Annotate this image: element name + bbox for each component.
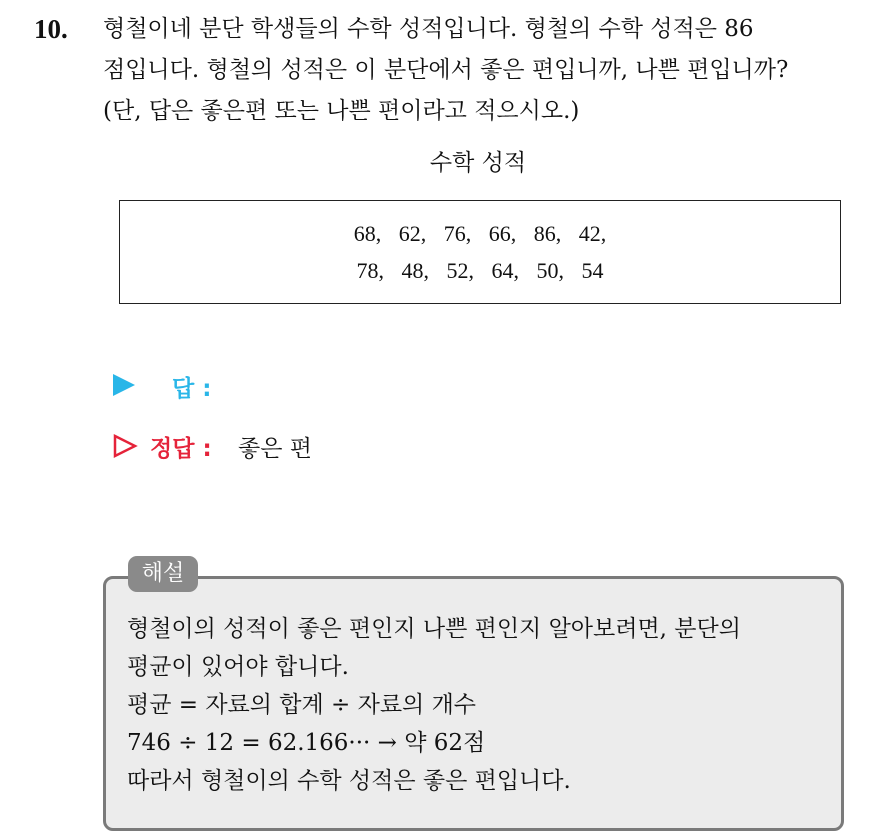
score-row-1: 68, 62, 76, 66, 86, 42,: [353, 221, 607, 246]
question-text-line-3: (단, 답은 좋은편 또는 나쁜 편이라고 적으시오.): [103, 98, 580, 124]
question-text-line-1: 형철이네 분단 학생들의 수학 성적입니다. 형철의 수학 성적은 86: [103, 16, 754, 42]
explanation-line-4: 746 ÷ 12 = 62.166··· → 약 62점: [127, 730, 486, 756]
answer-marker-icon: [113, 374, 135, 396]
score-data-box: [119, 200, 841, 304]
question-text-line-2: 점입니다. 형철의 성적은 이 분단에서 좋은 편입니까, 나쁜 편입니까?: [103, 57, 789, 83]
score-row-2: 78, 48, 52, 64, 50, 54: [356, 258, 604, 283]
explanation-line-5: 따라서 형철이의 수학 성적은 좋은 편입니다.: [127, 768, 571, 794]
question-number: 10.: [34, 14, 68, 44]
explanation-line-3: 평균 = 자료의 합계 ÷ 자료의 개수: [127, 692, 477, 718]
explanation-tag: 해설: [128, 556, 198, 592]
explanation-line-1: 형철이의 성적이 좋은 편인지 나쁜 편인지 알아보려면, 분단의: [127, 616, 741, 642]
correct-label: 정답 :: [150, 436, 212, 462]
answer-label: 답 :: [172, 376, 212, 402]
table-title: 수학 성적: [429, 150, 527, 176]
correct-marker-icon: [112, 433, 138, 459]
correct-answer-value: 좋은 편: [238, 436, 312, 462]
explanation-line-2: 평균이 있어야 합니다.: [127, 654, 349, 680]
